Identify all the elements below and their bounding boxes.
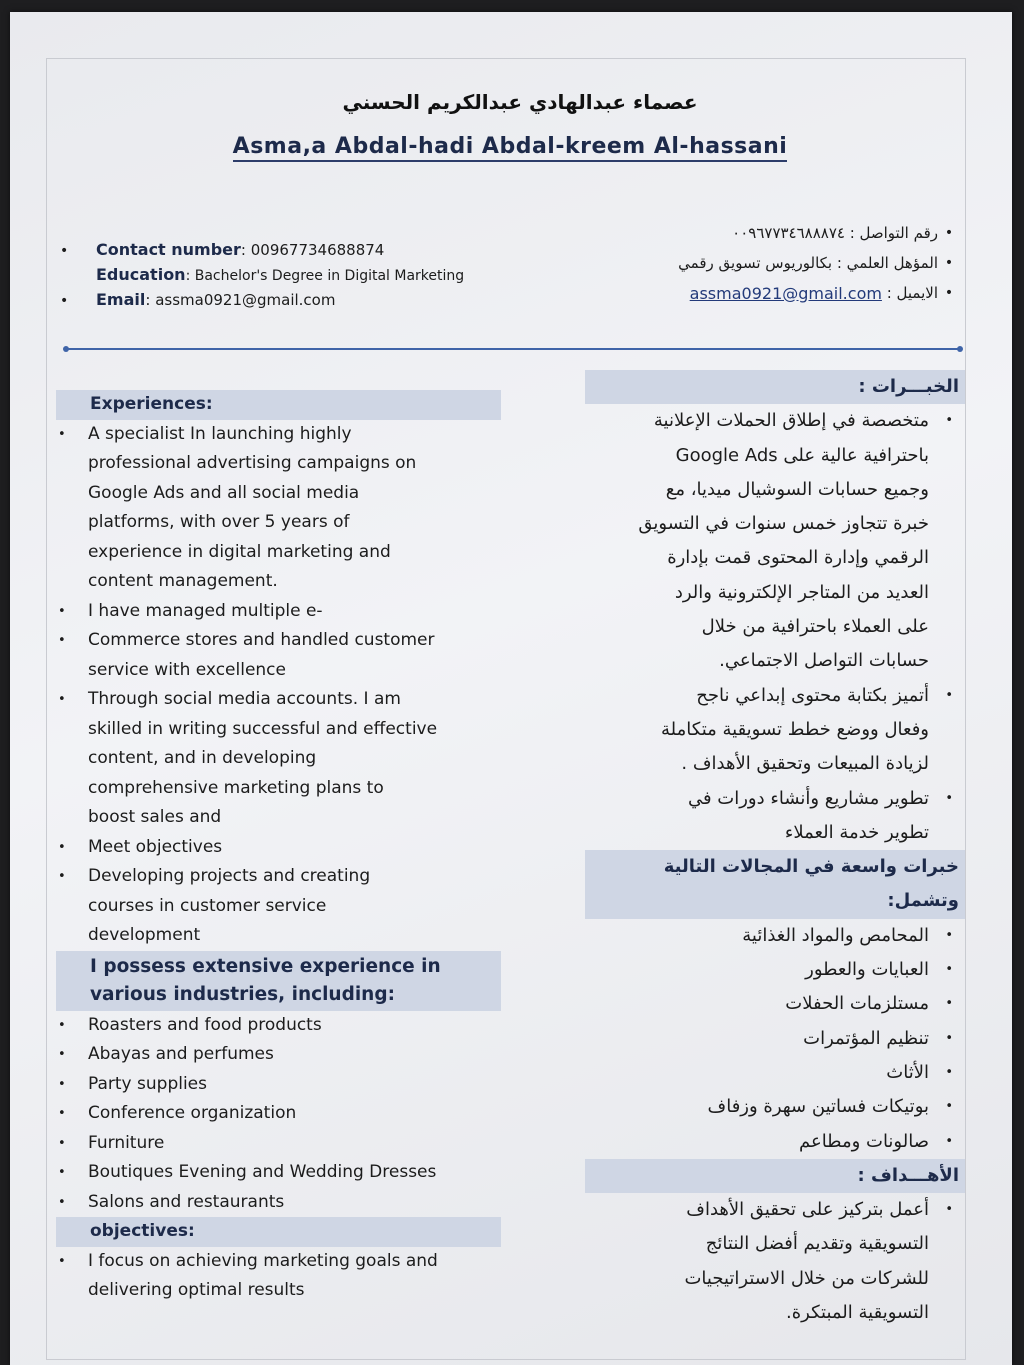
list-item: • Party supplies (56, 1070, 501, 1100)
bullet-icon: • (60, 243, 69, 259)
list-item: على العملاء باحترافية من خلال (701, 616, 929, 638)
bullet-icon: • (944, 225, 954, 241)
list-item: platforms, with over 5 years of (88, 512, 350, 532)
list-item: content, and in developing (88, 748, 317, 768)
list-item: وفعال ووضع خطط تسويقية متكاملة (661, 718, 929, 740)
experiences-list (56, 420, 501, 951)
list-item: delivering optimal results (88, 1280, 305, 1300)
list-item: حسابات التواصل الاجتماعي. (719, 650, 929, 672)
list-item: • Abayas and perfumes (56, 1040, 501, 1070)
list-item: • Developing projects and creating (56, 862, 501, 892)
list-item: • Boutiques Evening and Wedding Dresses (56, 1158, 501, 1188)
list-item: الرقمي وإدارة المحتوى قمت بإدارة (667, 547, 929, 569)
list-item: development (88, 925, 201, 945)
list-item: comprehensive marketing plans to (88, 777, 384, 798)
contact-ar-phone-row (580, 218, 960, 248)
list-item: تطوير خدمة العملاء (784, 821, 929, 843)
contact-ar-email-link[interactable]: assma0921@gmail.com (689, 283, 882, 303)
arabic-column (585, 370, 965, 1330)
bullet-icon: • (60, 293, 69, 309)
email-label: Email (96, 290, 146, 309)
list-item: content management. (88, 571, 278, 591)
industries-heading (56, 951, 501, 1011)
list-item: • Commerce stores and handled customer (56, 626, 501, 656)
experiences-list-ar (585, 404, 965, 850)
list-item: • المحامص والمواد الغذائية (585, 919, 965, 953)
objectives-heading-ar: الأهـــداف : (585, 1159, 965, 1193)
list-item: • أعمل بتركيز على تحقيق الأهداف (585, 1193, 965, 1227)
phone-label: Contact number (96, 240, 241, 259)
list-item: professional advertising campaigns on (88, 453, 417, 473)
list-item: • A specialist In launching highly (56, 420, 501, 450)
english-column (56, 390, 501, 1306)
list-item: • بوتيكات فساتين سهرة وزفاف (585, 1090, 965, 1124)
list-item: العديد من المتاجر الإلكترونية والرد (674, 581, 929, 603)
list-item: • العبايات والعطور (585, 953, 965, 987)
list-item: للشركات من خلال الاستراتيجيات (684, 1267, 929, 1289)
list-item: • Furniture (56, 1129, 501, 1159)
list-item: لزيادة المبيعات وتحقيق الأهداف . (681, 753, 929, 775)
industries-list (56, 1011, 501, 1218)
list-item: • I focus on achieving marketing goals and (56, 1247, 501, 1277)
contact-english (60, 240, 560, 315)
name-english (160, 134, 860, 159)
contact-education-row (60, 265, 560, 290)
name-arabic: عصماء عبدالهادي عبدالكريم الحسني (342, 90, 698, 114)
list-item: • متخصصة في إطلاق الحملات الإعلانية (585, 404, 965, 438)
list-item: خبرة تتجاوز خمس سنوات في التسويق (638, 513, 929, 535)
section-divider (66, 348, 960, 350)
list-item: • Meet objectives (56, 833, 501, 863)
industries-heading-ar: خبرات واسعة في المجالات التالية وتشمل: (585, 850, 965, 919)
contact-ar-education-row (580, 248, 960, 278)
list-item: • Through social media accounts. I am (56, 685, 501, 715)
contact-arabic (580, 218, 960, 308)
contact-phone-row (60, 240, 560, 265)
bullet-icon: • (944, 255, 954, 271)
email-value: : assma0921@gmail.com (145, 291, 336, 309)
industries-list-ar (585, 919, 965, 1159)
list-item: • تنظيم المؤتمرات (585, 1022, 965, 1056)
list-item: التسويقية المبتكرة. (786, 1302, 929, 1324)
list-item: • I have managed multiple e- (56, 597, 501, 627)
bullet-icon: • (944, 285, 954, 301)
objectives-heading: objectives: (56, 1217, 501, 1247)
list-item: • تطوير مشاريع وأنشاء دورات في (585, 782, 965, 816)
list-item: • Roasters and food products (56, 1011, 501, 1041)
list-item: boost sales and (88, 807, 222, 827)
list-item: • Conference organization (56, 1099, 501, 1129)
list-item: experience in digital marketing and (88, 541, 391, 562)
industries-heading-line1: I possess extensive experience in (90, 955, 441, 977)
list-item: Google Ads and all social media (88, 482, 360, 503)
phone-value: : 00967734688874 (240, 241, 385, 259)
list-item: skilled in writing successful and effective (88, 718, 438, 739)
list-item: باحترافية عالية على Google Ads (675, 444, 929, 466)
list-item: وجميع حسابات السوشيال ميديا، مع (665, 478, 929, 500)
industries-heading-line2: various industries, including: (90, 983, 395, 1005)
contact-ar-education: المؤهل العلمي : بكالوريوس تسويق رقمي (678, 254, 938, 272)
education-label: Education (96, 265, 186, 284)
list-item: • مستلزمات الحفلات (585, 987, 965, 1021)
experiences-heading-ar: الخبـــرات : (585, 370, 965, 404)
contact-ar-email-label: الايميل : (886, 284, 938, 302)
name-english-text: Asma,a Abdal-hadi Abdal-kreem Al-hassani (233, 134, 788, 162)
objectives-list-ar (585, 1193, 965, 1330)
list-item: • صالونات ومطاعم (585, 1125, 965, 1159)
list-item: • Salons and restaurants (56, 1188, 501, 1218)
experiences-heading: Experiences: (56, 390, 501, 420)
list-item: • أتميز بكتابة محتوى إبداعي ناجح (585, 679, 965, 713)
contact-ar-email-row (580, 278, 960, 308)
list-item: courses in customer service (88, 895, 327, 916)
education-value: : Bachelor's Degree in Digital Marketing (185, 268, 465, 284)
list-item: • الأثاث (585, 1056, 965, 1090)
list-item: التسويقية وتقديم أفضل النتائج (705, 1233, 929, 1255)
contact-email-row (60, 290, 560, 315)
contact-ar-phone: رقم التواصل : ٠٠٩٦٧٧٣٤٦٨٨٨٧٤ (732, 224, 938, 242)
objectives-list (56, 1247, 501, 1306)
list-item: service with excellence (88, 659, 286, 680)
